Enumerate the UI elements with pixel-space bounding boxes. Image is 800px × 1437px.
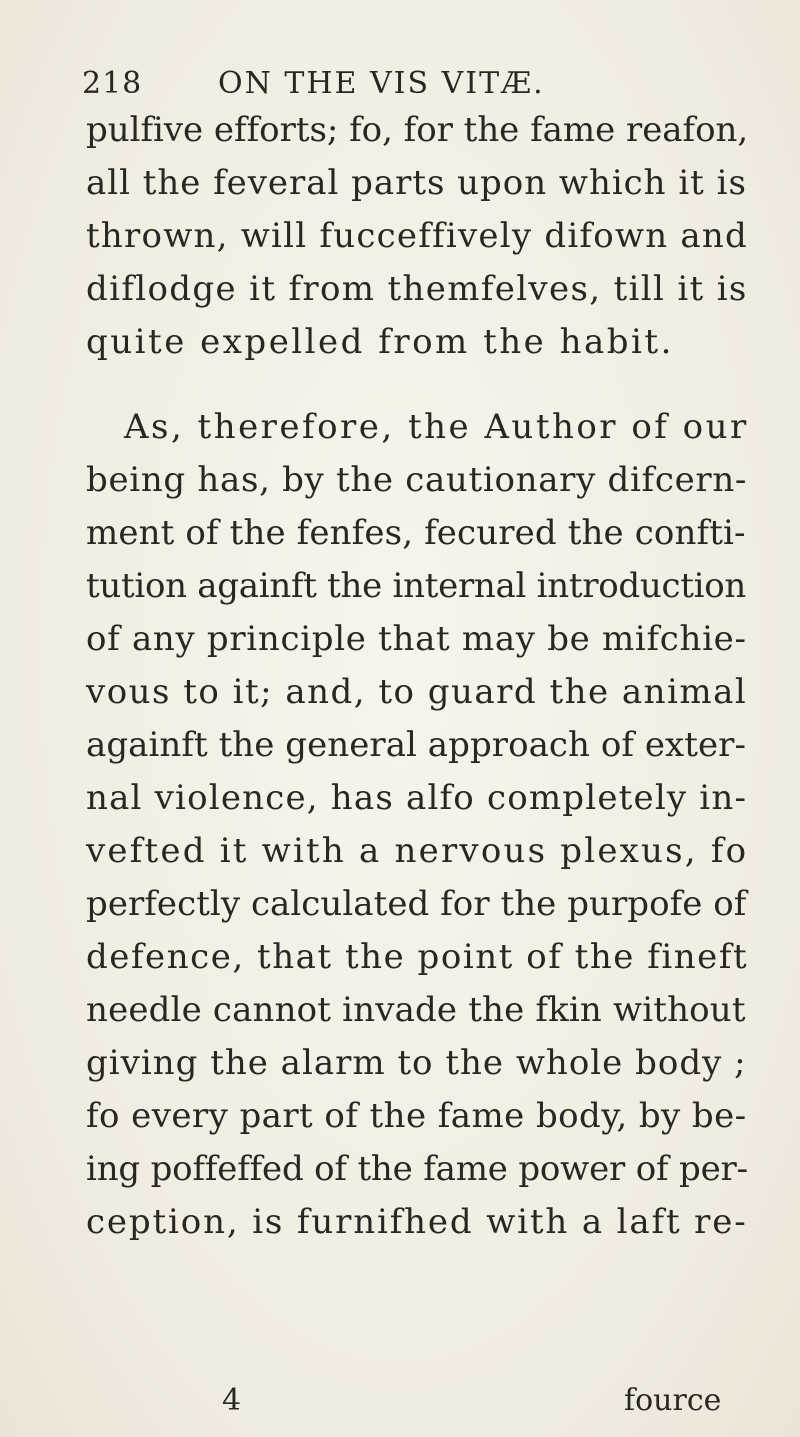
signature-mark: 4 bbox=[222, 1383, 242, 1418]
text-line: of any principle that may be mifchie- bbox=[86, 619, 747, 659]
text-line: quite expelled from the habit. bbox=[86, 322, 674, 362]
page-footer bbox=[0, 1383, 800, 1423]
page-number: 218 bbox=[82, 66, 143, 101]
text-line: vefted it with a nervous plexus, fo bbox=[86, 831, 749, 871]
text-line: being has, by the cautionary difcern- bbox=[86, 460, 748, 500]
text-line: As, therefore, the Author of our bbox=[124, 407, 749, 447]
text-line: vous to it; and, to guard the animal bbox=[86, 672, 748, 712]
text-line: all the feveral parts upon which it is bbox=[86, 163, 747, 203]
text-line: tution againft the internal introduction bbox=[86, 566, 747, 606]
page-header bbox=[82, 66, 682, 116]
text-line: ment of the fenfes, fecured the confti- bbox=[86, 513, 746, 553]
text-line: againft the general approach of exter- bbox=[86, 725, 747, 765]
text-line: pulfive efforts; fo, for the fame reafon, bbox=[86, 110, 749, 150]
catchword: fource bbox=[624, 1383, 722, 1418]
text-line: defence, that the point of the fineft bbox=[86, 937, 749, 977]
running-head: ON THE VIS VITÆ. bbox=[218, 66, 545, 101]
text-line: diflodge it from themfelves, till it is bbox=[86, 269, 748, 309]
text-line: nal violence, has alfo completely in- bbox=[86, 778, 748, 818]
text-line: thrown, will fucceffively difown and bbox=[86, 216, 749, 256]
text-line: ing poffeffed of the fame power of per- bbox=[86, 1149, 748, 1189]
text-line: perfectly calculated for the purpofe of bbox=[86, 884, 747, 924]
text-line: giving the alarm to the whole body ; bbox=[86, 1043, 747, 1083]
text-line: ception, is furnifhed with a laft re- bbox=[86, 1202, 748, 1242]
text-line: fo every part of the fame body, by be- bbox=[86, 1096, 747, 1136]
text-line: needle cannot invade the fkin without bbox=[86, 990, 746, 1030]
